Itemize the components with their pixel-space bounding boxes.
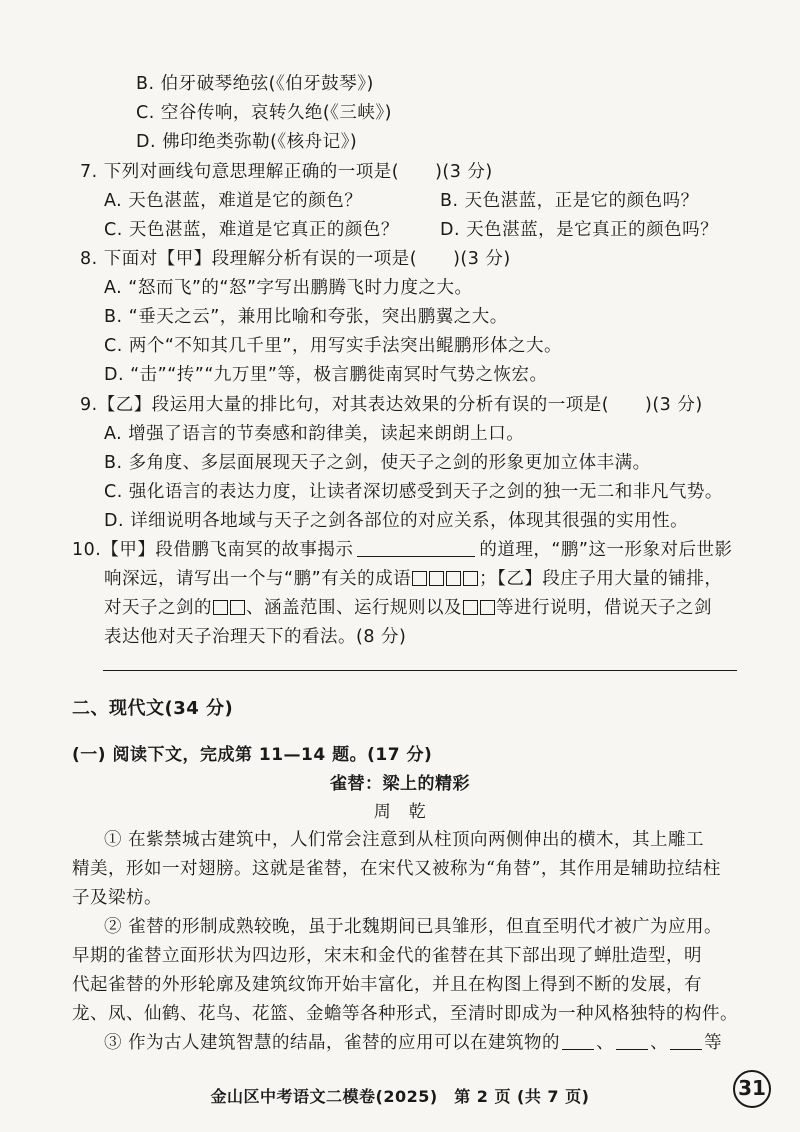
q8-stem: 8. 下面对【甲】段理解分析有误的一项是( )(3 分) (80, 249, 511, 269)
q9-option-d: D. 详细说明各地域与天子之剑各部位的对应关系，体现其很强的实用性。 (104, 511, 689, 531)
q10-text: 的道理，“鹏”这一形象对后世影 (479, 540, 733, 560)
q8-option-b: B. “垂天之云”，兼用比喻和夸张，突出鹏翼之大。 (104, 307, 508, 327)
answer-box[interactable] (463, 600, 478, 615)
reading-instruction: (一) 阅读下文，完成第 11—14 题。(17 分) (72, 745, 433, 765)
q9-option-c: C. 强化语言的表达力度，让读者深切感受到天子之剑的独一无二和非凡气势。 (104, 482, 723, 502)
answer-box[interactable] (429, 571, 444, 586)
q9-option-a: A. 增强了语言的节奏感和韵律美，读起来朗朗上口。 (104, 424, 525, 444)
paragraph-3-text: ③ 作为古人建筑智慧的结晶，雀替的应用可以在建筑物的 (104, 1033, 561, 1053)
paragraph-1-line: ① 在紫禁城古建筑中，人们常会注意到从柱顶向两侧伸出的横木，其上雕工 (104, 830, 705, 850)
paragraph-1-line: 精美，形如一对翅膀。这就是雀替，在宋代又被称为“角替”，其作用是辅助拉结柱 (72, 859, 721, 879)
q10-text: 、涵盖范围、运行规则以及 (246, 598, 462, 618)
q10-text: ；【乙】段庄子用大量的铺排， (479, 569, 723, 589)
q10-answer-blank[interactable] (357, 538, 475, 557)
article-author: 周 乾 (373, 802, 427, 822)
q9-option-b: B. 多角度、多层面展现天子之剑，使天子之剑的形象更加立体丰满。 (104, 453, 651, 473)
answer-box[interactable] (230, 600, 245, 615)
q10-line-3 (104, 596, 712, 620)
answer-box[interactable] (213, 600, 228, 615)
q10-line-1 (72, 538, 732, 562)
paragraph-3-text: 等 (704, 1033, 723, 1053)
paragraph-3-line (104, 1031, 722, 1055)
paragraph-2-line: 早期的雀替立面形状为四边形，宋末和金代的雀替在其下部出现了蝉肚造型，明 (72, 946, 702, 966)
answer-blank[interactable] (562, 1031, 594, 1050)
paragraph-1-line: 子及梁枋。 (72, 888, 162, 908)
paragraph-2-line: 龙、凤、仙鹤、花鸟、花篮、金蟾等各种形式，至清时即成为一种风格独特的构件。 (72, 1004, 738, 1024)
q8-option-d: D. “击”“抟”“九万里”等，极言鹏徙南冥时气势之恢宏。 (104, 365, 548, 385)
idiom-boxes[interactable] (411, 569, 479, 589)
answer-box[interactable] (463, 571, 478, 586)
q7-option-a: A. 天色湛蓝，难道是它的颜色？ (104, 191, 363, 211)
q10-text: 等进行说明，借说天子之剑 (496, 598, 712, 618)
paragraph-2-line: ② 雀替的形制成熟较晚，虽于北魏期间已具雏形，但直至明代才被广为应用。 (104, 917, 723, 937)
article-title: 雀替：梁上的精彩 (330, 774, 470, 794)
section-heading: 二、现代文(34 分) (72, 698, 234, 719)
q8-option-c: C. 两个“不知其几千里”，用写实手法突出鲲鹏形体之大。 (104, 336, 562, 356)
answer-line[interactable] (103, 670, 737, 671)
q10-text: 对天子之剑的 (104, 598, 212, 618)
q7-stem: 7. 下列对画线句意思理解正确的一项是( )(3 分) (80, 162, 493, 182)
q10-line-2 (104, 567, 722, 591)
answer-box[interactable] (480, 600, 495, 615)
answer-blank[interactable] (670, 1031, 702, 1050)
q8-option-a: A. “怒而飞”的“怒”字写出鹏腾飞时力度之大。 (104, 278, 473, 298)
page-footer: 金山区中考语文二模卷(2025) 第 2 页 (共 7 页) (210, 1087, 590, 1106)
q9-stem: 9.【乙】段运用大量的排比句，对其表达效果的分析有误的一项是( )(3 分) (80, 395, 703, 415)
separator: 、 (596, 1033, 615, 1053)
q7-option-d: D. 天色湛蓝，是它真正的颜色吗？ (440, 220, 719, 240)
answer-blank[interactable] (616, 1031, 648, 1050)
q6-option-b: B. 伯牙破琴绝弦(《伯牙鼓琴》) (136, 74, 374, 94)
q10-text: 10.【甲】段借鹏飞南冥的故事揭示 (72, 540, 354, 560)
q10-text: 响深远，请写出一个与“鹏”有关的成语 (104, 569, 412, 589)
q6-option-d: D. 佛印绝类弥勒(《核舟记》) (136, 132, 358, 152)
q7-option-b: B. 天色湛蓝，正是它的颜色吗？ (440, 191, 699, 211)
separator: 、 (650, 1033, 669, 1053)
answer-box[interactable] (412, 571, 427, 586)
q10-line-4: 表达他对天子治理天下的看法。(8 分) (104, 627, 407, 647)
page-number-badge: 31 (733, 1070, 771, 1108)
q6-option-c: C. 空谷传响，哀转久绝(《三峡》) (136, 103, 392, 123)
answer-box[interactable] (446, 571, 461, 586)
q7-option-c: C. 天色湛蓝，难道是它真正的颜色？ (104, 220, 399, 240)
paragraph-2-line: 代起雀替的外形轮廓及建筑纹饰开始丰富化，并且在构图上得到不断的发展，有 (72, 975, 702, 995)
